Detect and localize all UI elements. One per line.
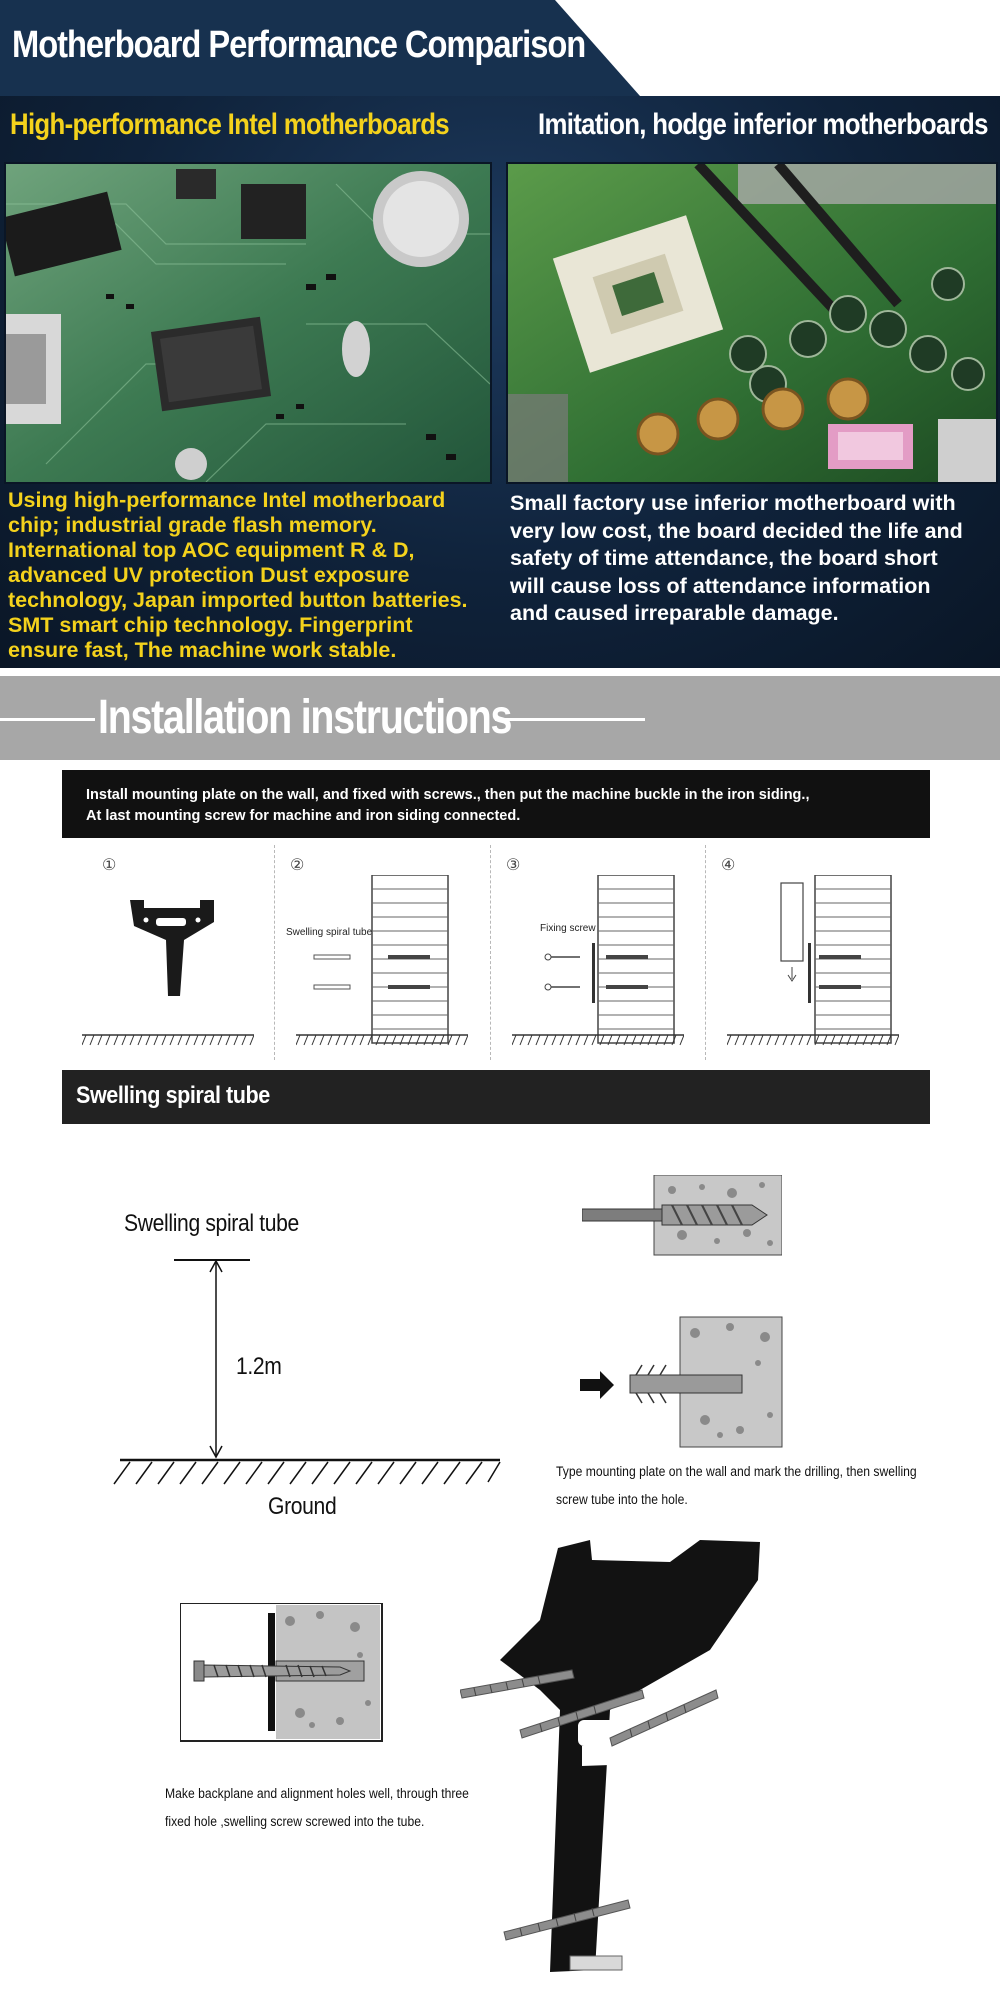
left-desc-line: ensure fast, The machine work stable.	[8, 638, 397, 662]
step-4	[707, 845, 919, 1060]
step-divider	[490, 845, 491, 1060]
step-number: ①	[102, 857, 117, 874]
drill-illustration	[582, 1175, 782, 1257]
height-diagram	[100, 1250, 510, 1490]
swelling-header-text: Swelling spiral tube	[76, 1082, 270, 1109]
step-number: ②	[290, 857, 305, 874]
right-desc-line: and caused irreparable damage.	[510, 601, 839, 625]
tube-insert-illustration	[580, 1315, 785, 1450]
step-2	[276, 845, 488, 1060]
instruction-line: At last mounting screw for machine and iron siding connected.	[86, 808, 521, 824]
left-description	[8, 488, 500, 663]
step-number: ③	[506, 857, 521, 874]
intel-motherboard-photo	[4, 162, 492, 484]
brick-wall-with-screws	[492, 875, 704, 1050]
step-label: Fixing screw	[540, 923, 596, 934]
brick-wall-with-device	[707, 875, 919, 1050]
ground-hatch	[512, 1033, 684, 1047]
right-description	[510, 490, 994, 628]
title-rule-left	[0, 718, 95, 721]
step-divider	[274, 845, 275, 1060]
left-desc-line: Using high-performance Intel motherboard	[8, 488, 446, 512]
caption-2-line: fixed hole ,swelling screw screwed into the tube.	[165, 1814, 425, 1829]
height-value: 1.2m	[236, 1353, 282, 1380]
comparison-section	[0, 0, 1000, 668]
step-label: Swelling spiral tube	[286, 927, 373, 938]
ground-hatch	[296, 1033, 468, 1047]
inferior-motherboard-photo	[506, 162, 998, 484]
caption-2-line: Make backplane and alignment holes well, through three	[165, 1786, 469, 1801]
left-desc-line: SMT smart chip technology. Fingerprint	[8, 613, 413, 637]
step-3	[492, 845, 704, 1060]
swelling-section-header	[62, 1070, 930, 1124]
mounting-plate-icon	[122, 900, 222, 1000]
right-desc-line: safety of time attendance, the board short	[510, 546, 938, 570]
right-desc-line: Small factory use inferior motherboard with	[510, 491, 956, 515]
ground-hatch	[82, 1033, 254, 1047]
step-number: ④	[721, 857, 736, 874]
tube-label: Swelling spiral tube	[124, 1210, 299, 1237]
title-rule-right	[495, 718, 645, 721]
instruction-line: Install mounting plate on the wall, and fixed with screws., then put the machine buckle in the iron siding.,	[86, 787, 810, 803]
ground-label: Ground	[268, 1493, 337, 1520]
caption-1-line: Type mounting plate on the wall and mark the drilling, then swelling	[556, 1464, 917, 1479]
instruction-box	[62, 770, 930, 838]
left-desc-line: chip; industrial grade flash memory.	[8, 513, 377, 537]
right-heading: Imitation, hodge inferior motherboards	[538, 108, 988, 141]
left-heading: High-performance Intel motherboards	[10, 108, 449, 141]
brick-wall-with-tubes	[276, 875, 488, 1050]
right-desc-line: very low cost, the board decided the life and	[510, 518, 963, 543]
step-1	[62, 845, 274, 1060]
caption-1-line: screw tube into the hole.	[556, 1492, 688, 1507]
mounting-bracket-illustration	[460, 1540, 780, 1980]
right-desc-line: will cause loss of attendance information	[510, 573, 931, 598]
ground-hatch	[727, 1033, 899, 1047]
step-divider	[705, 845, 706, 1060]
comparison-title: Motherboard Performance Comparison	[12, 24, 586, 66]
left-desc-line: International top AOC equipment R & D,	[8, 538, 415, 562]
left-desc-line: technology, Japan imported button batteries.	[8, 588, 468, 612]
left-desc-line: advanced UV protection Dust exposure	[8, 563, 410, 587]
installation-title: Installation instructions	[98, 691, 512, 744]
screw-into-tube-illustration	[180, 1603, 384, 1743]
